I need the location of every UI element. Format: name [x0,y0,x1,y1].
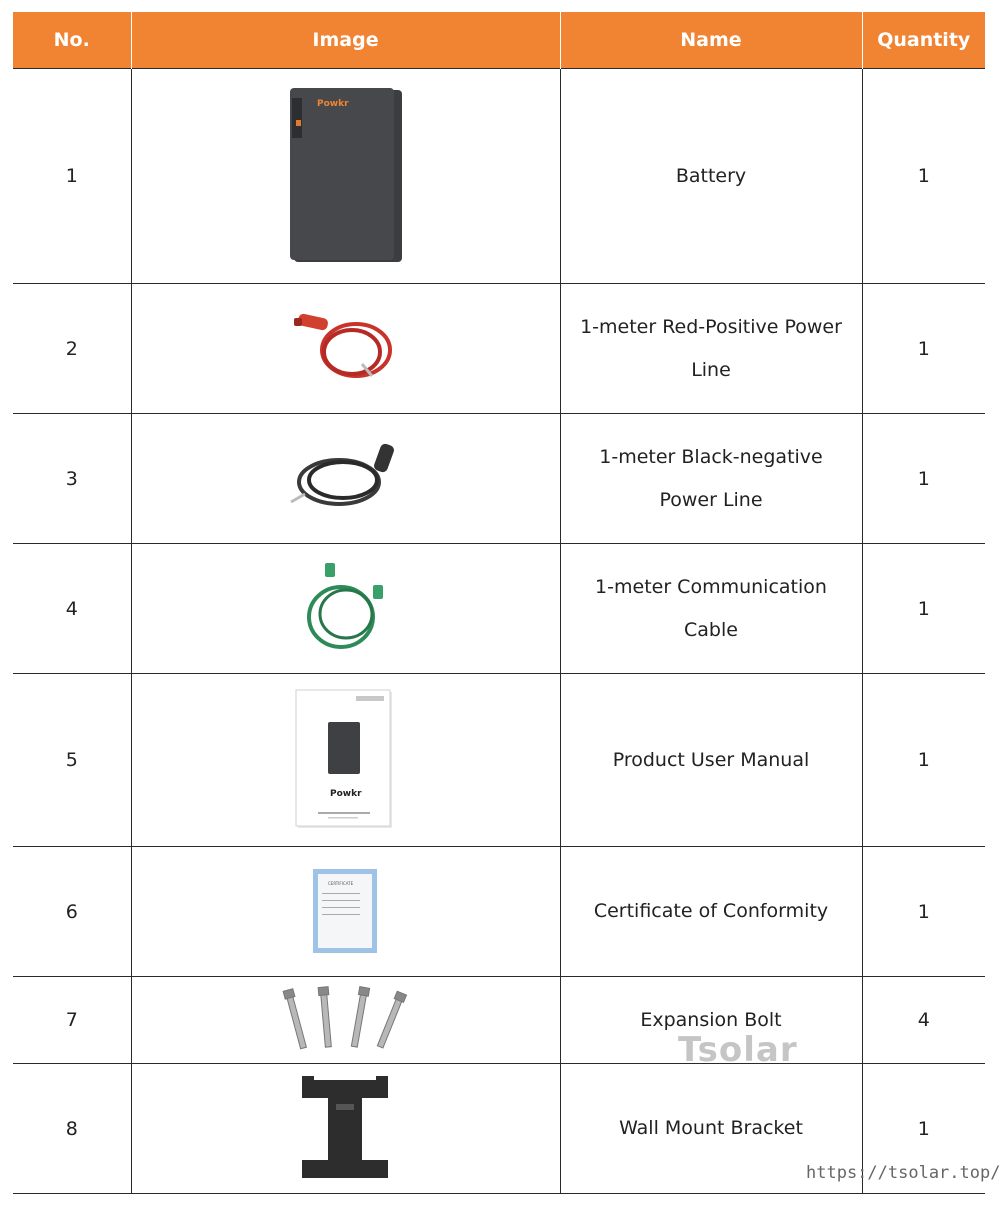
table-row [13,674,985,847]
wall-mount-bracket-image [131,1064,560,1194]
certificate-image [131,847,560,977]
table-row [13,414,985,544]
item-quantity: 1 [862,414,985,544]
item-name: 1-meter Black-negative Power Line [560,414,862,544]
battery-image [131,69,560,284]
header-quantity: Quantity [862,12,985,69]
battery-logo: Powkr [316,99,349,109]
user-manual-image [131,674,560,847]
item-name: Expansion Bolt [560,977,862,1064]
table-row [13,69,985,284]
item-name: 1-meter Red-Positive Power Line [560,284,862,414]
item-quantity: 1 [862,674,985,847]
header-no: No. [13,12,131,69]
row-number: 4 [13,544,131,674]
certificate-title: CERTIFICATE [327,880,353,886]
table-row [13,847,985,977]
item-quantity: 1 [862,847,985,977]
row-number: 2 [13,284,131,414]
item-quantity: 1 [862,69,985,284]
table-row [13,977,985,1064]
row-number: 3 [13,414,131,544]
row-number: 7 [13,977,131,1064]
row-number: 5 [13,674,131,847]
item-name: Wall Mount Bracket [560,1064,862,1194]
row-number: 6 [13,847,131,977]
communication-cable-image [131,544,560,674]
source-url: https://tsolar.top/ [806,1163,1000,1183]
table-row [13,284,985,414]
item-quantity: 4 [862,977,985,1064]
item-quantity: 1 [862,544,985,674]
item-name: Battery [560,69,862,284]
table-row [13,544,985,674]
item-quantity: 1 [862,1064,985,1194]
row-number: 8 [13,1064,131,1194]
item-name: Product User Manual [560,674,862,847]
black-power-line-image [131,414,560,544]
item-name: Certificate of Conformity [560,847,862,977]
header-name: Name [560,12,862,69]
row-number: 1 [13,69,131,284]
table-header-row [13,12,985,69]
package-contents-table [13,12,985,1194]
expansion-bolt-image [131,977,560,1064]
item-name: 1-meter Communication Cable [560,544,862,674]
item-quantity: 1 [862,284,985,414]
red-power-line-image [131,284,560,414]
manual-logo: Powkr [329,789,362,799]
watermark: Tsolar [678,1030,798,1070]
header-image: Image [131,12,560,69]
